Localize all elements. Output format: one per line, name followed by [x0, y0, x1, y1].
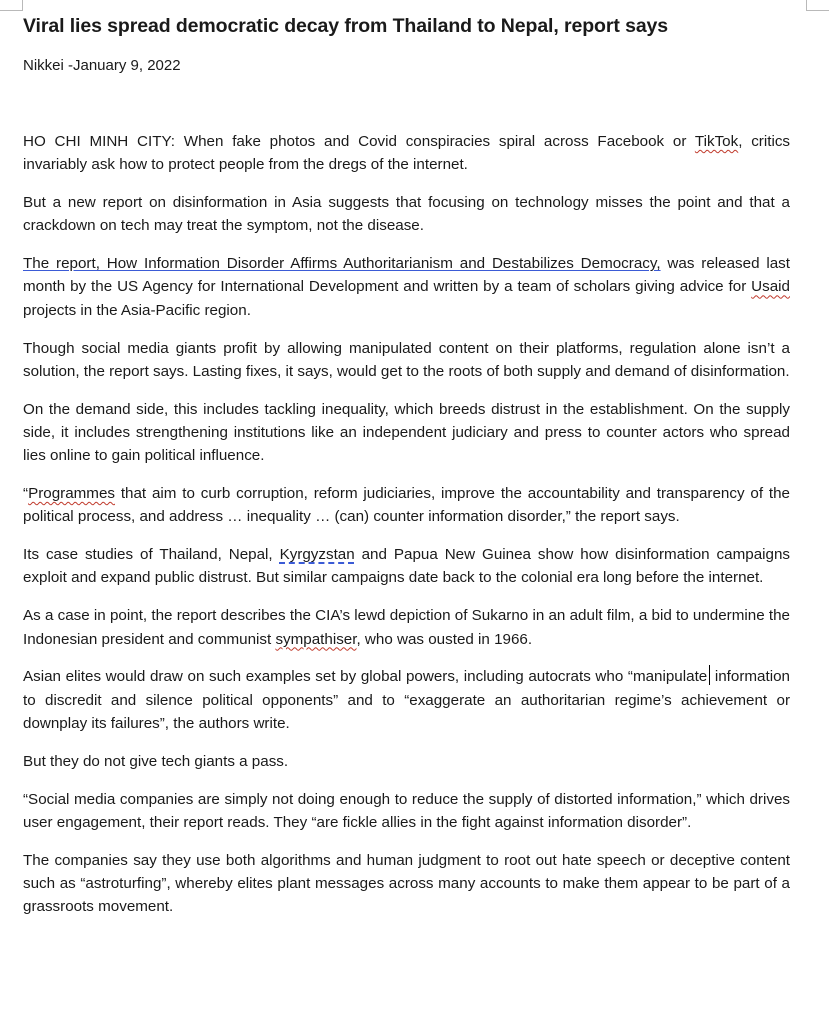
spellcheck-flagged-word[interactable]: TikTok [694, 133, 739, 150]
grammar-flagged-word[interactable]: Kyrgyzstan [279, 546, 355, 564]
spellcheck-flagged-word[interactable]: sympathiser [275, 630, 357, 648]
paragraph[interactable]: “Social media companies are simply not doing enough to reduce the supply of distorted information,” which drives user engagement, their report reads. They “are fickle allies in the fight against information disorder”. [23, 790, 790, 831]
article-title[interactable]: Viral lies spread democratic decay from Thailand to Nepal, report says [23, 15, 669, 37]
spellcheck-flagged-word[interactable]: Programmes [28, 485, 115, 503]
text-run: , critics invariably ask how to protect people from the dregs of the internet. [23, 133, 791, 174]
text-run: Asian elites would draw on such examples set by global powers, including autocrats who “manipulate [23, 668, 708, 686]
paragraph[interactable] [23, 604, 790, 651]
document-page[interactable] [23, 12, 790, 933]
text-run: “ [23, 485, 29, 503]
paragraph[interactable] [23, 543, 790, 590]
page-corner-mark-left [0, 0, 23, 11]
article-body[interactable] [23, 130, 790, 919]
paragraph[interactable] [23, 130, 790, 177]
paragraph[interactable]: Though social media giants profit by allowing manipulated content on their platforms, regulation alone isn’t a solution, the report says. Lasting fixes, it says, would get to the roots of both supply and demand of disinformation. [23, 339, 790, 380]
text-run: As a case in point, the report describes the CIA’s lewd depiction of Sukarno in an adult film, a bid to undermine the Indonesian president and communist [23, 607, 790, 648]
text-run: projects in the Asia-Pacific region. [23, 301, 251, 319]
paragraph[interactable]: But a new report on disinformation in Asia suggests that focusing on technology misses the point and that a crackdown on tech may treat the symptom, not the disease. [23, 194, 790, 235]
paragraph[interactable]: But they do not give tech giants a pass. [23, 752, 289, 770]
text-run: that aim to curb corruption, reform judiciaries, improve the accountability and transparency of the political process, and address … inequality … (can) counter information disorder,” the report says. [23, 485, 790, 526]
text-run: , who was ousted in 1966. [356, 630, 533, 648]
spellcheck-flagged-word[interactable]: Usaid [751, 278, 790, 296]
text-run: HO CHI MINH CITY: When fake photos and Covid conspiracies spiral across Facebook or [23, 133, 695, 150]
text-run: information to discredit and silence political opponents” and to “exaggerate an authoritarian regime’s achievement or downplay its failures”, the authors write. [23, 668, 790, 732]
text-run: and Papua New Guinea show how disinformation campaigns exploit and expand public distrust. But similar campaigns date back to the colonial era long before the internet. [23, 546, 790, 587]
text-run: Its case studies of Thailand, Nepal, [23, 546, 280, 564]
paragraph[interactable] [23, 665, 790, 735]
paragraph[interactable] [23, 252, 790, 322]
article-byline[interactable]: Nikkei -January 9, 2022 [23, 57, 181, 74]
text-run: was released last month by the US Agency for International Development and written by a team of scholars giving advice for [23, 255, 791, 296]
paragraph[interactable]: On the demand side, this includes tackling inequality, which breeds distrust in the establishment. On the supply side, it includes strengthening institutions like an independent judiciary and press to counter actors who spread lies online to gain political influence. [23, 400, 790, 465]
report-link[interactable]: The report, How Information Disorder Affirms Authoritarianism and Destabilizes Democracy, [23, 255, 661, 273]
paragraph[interactable] [23, 482, 790, 529]
page-corner-mark-right [806, 0, 829, 11]
paragraph[interactable]: The companies say they use both algorithms and human judgment to root out hate speech or deceptive content such as “astroturfing”, whereby elites plant messages across many accounts to make them appear to be part of a grassroots movement. [23, 851, 790, 916]
